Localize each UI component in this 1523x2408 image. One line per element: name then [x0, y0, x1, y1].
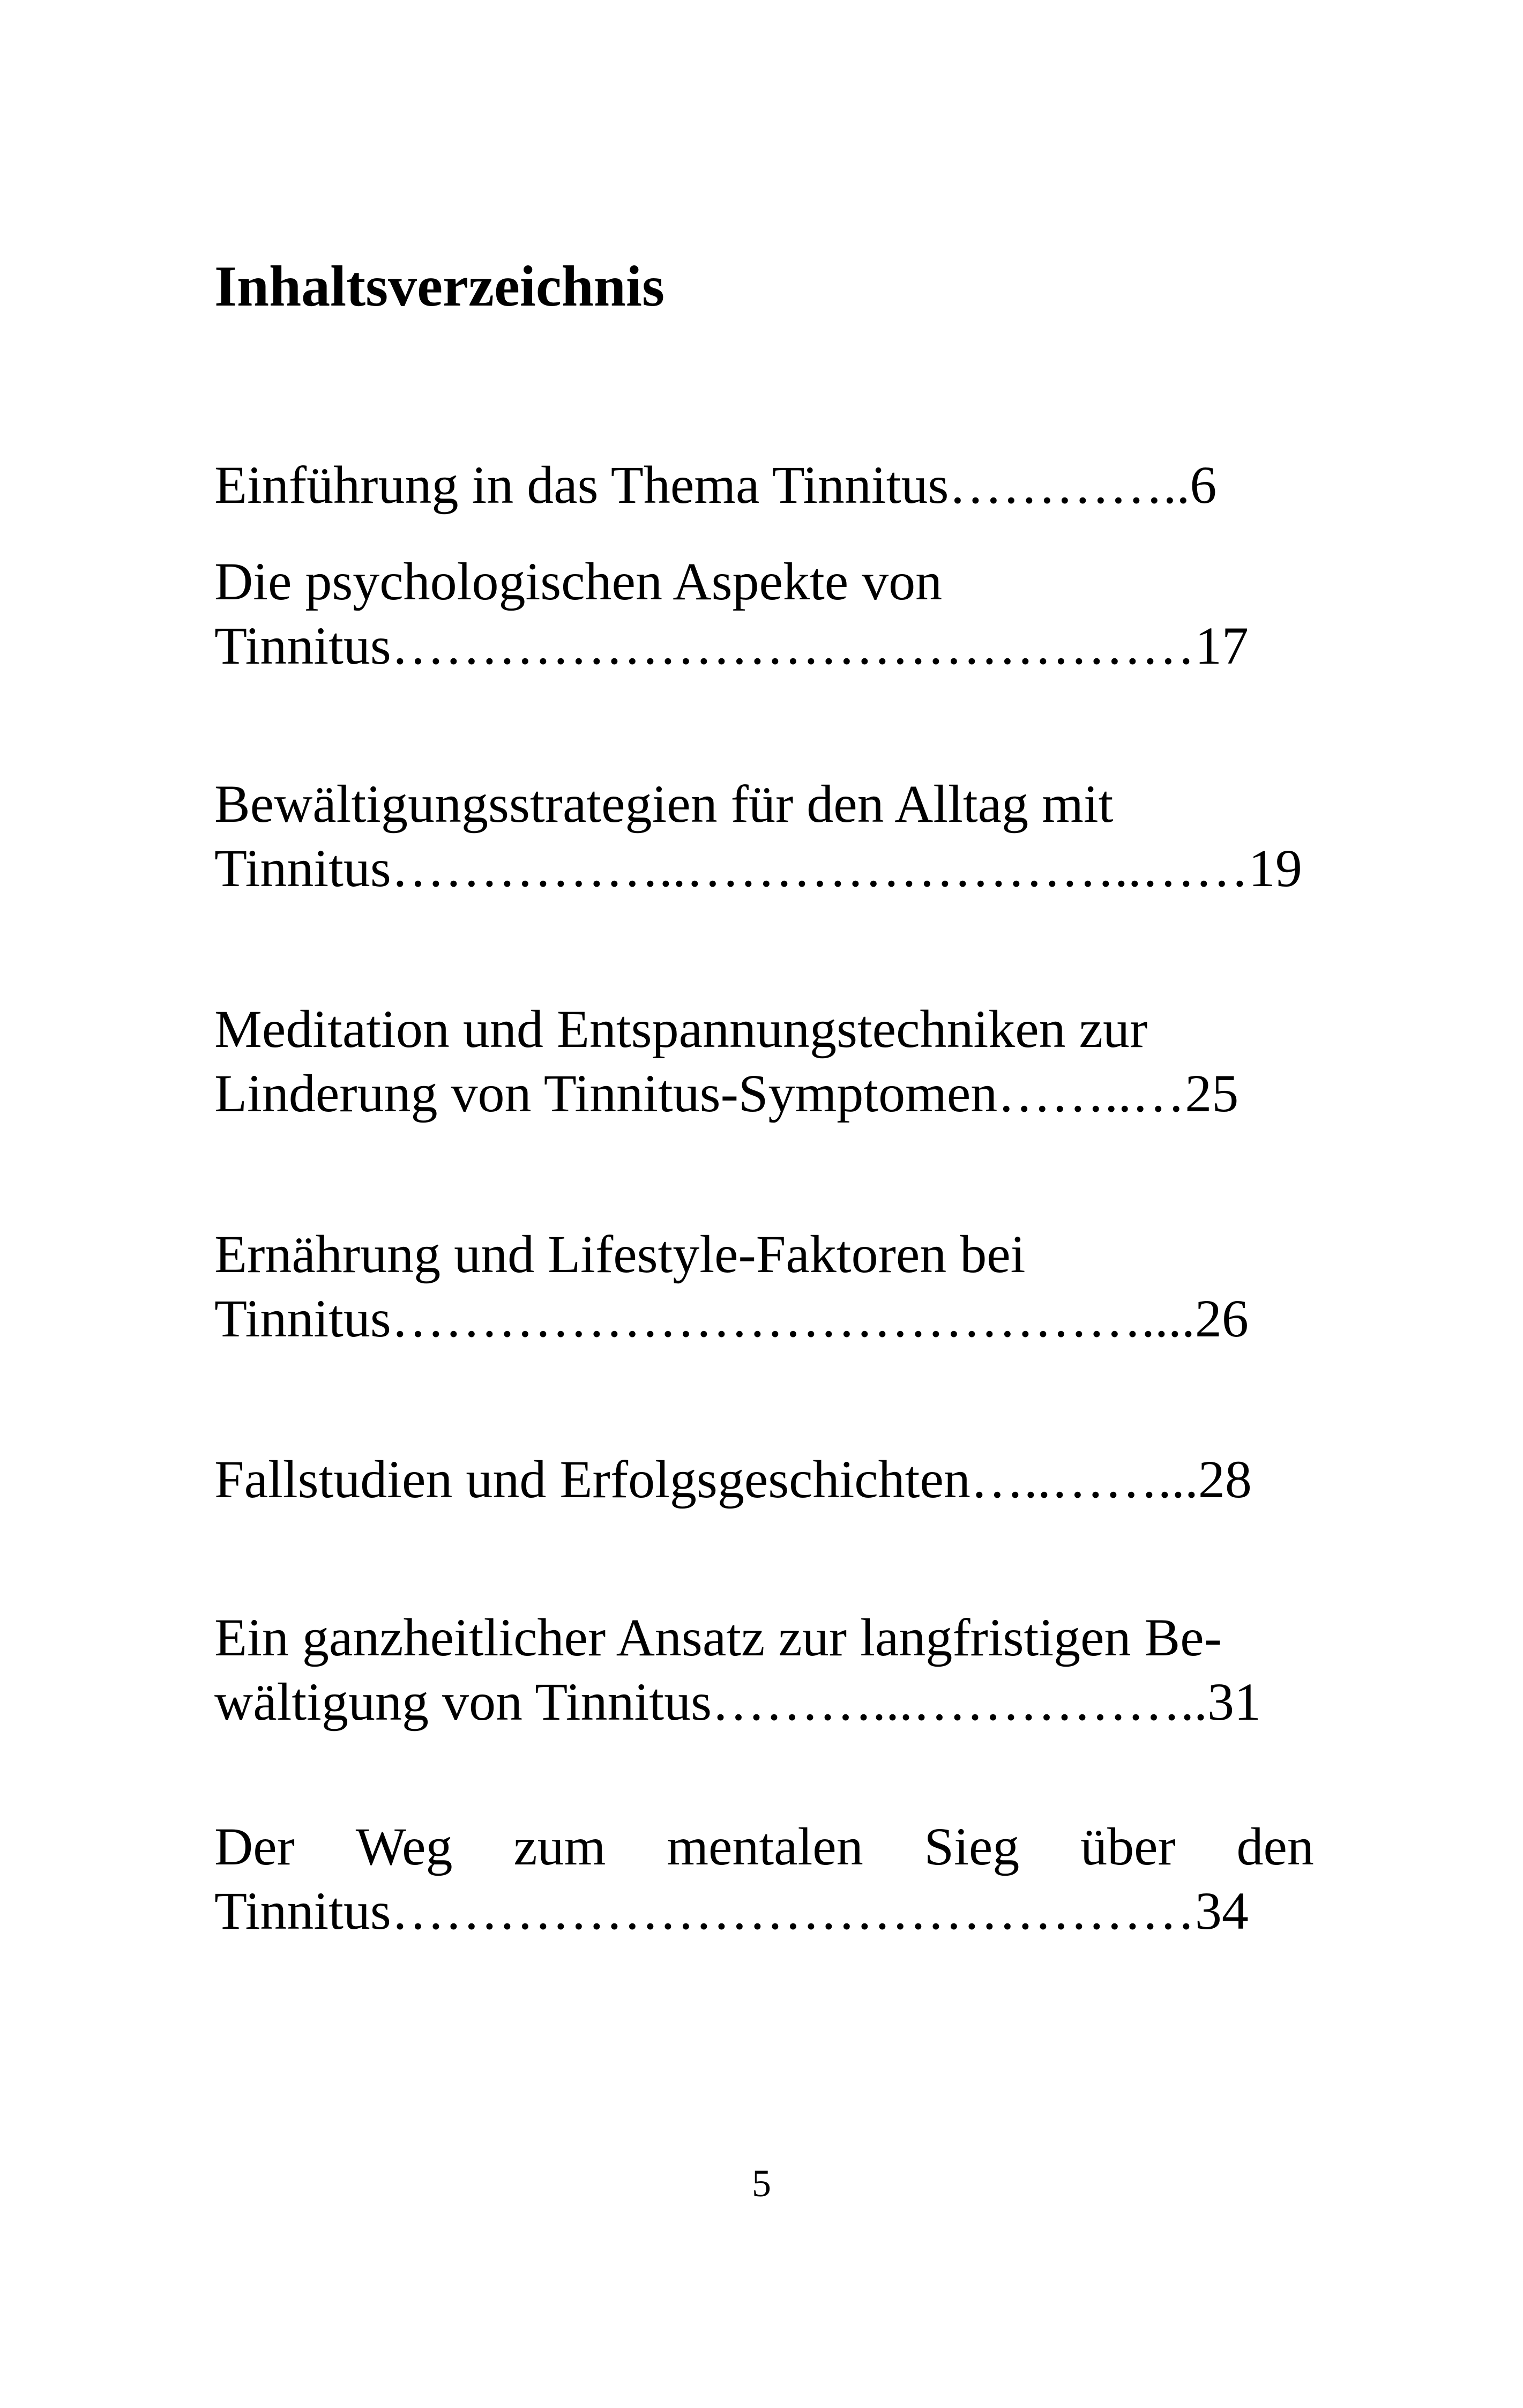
toc-entry-8-word: Weg [355, 1817, 453, 1876]
toc-entry-6-line-1: Fallstudien und Erfolgsgeschichten…..……...28 [214, 1450, 1252, 1509]
toc-entry-3-line-1: Bewältigungsstrategien für den Alltag mit [214, 774, 1114, 834]
toc-entry-8-word: den [1236, 1817, 1314, 1876]
toc-entry-2-line-1: Die psychologischen Aspekte von [214, 552, 943, 611]
toc-entry-7-line-1: Ein ganzheitlicher Ansatz zur langfristigen Be- [214, 1608, 1222, 1667]
toc-entry-8-word: über [1080, 1817, 1176, 1876]
toc-entry-4-line-1: Meditation und Entspannungstechniken zur [214, 999, 1148, 1059]
toc-entry-8-word: Der [214, 1817, 295, 1876]
toc-entry-8-word: zum [513, 1817, 606, 1876]
toc-entry-5-line-1: Ernährung und Lifestyle-Faktoren bei [214, 1224, 1026, 1284]
toc-entry-8-line-1 [214, 1815, 1314, 1879]
toc-entry-4-line-2: Linderung von Tinnitus-Symptomen……..…25 [214, 1064, 1239, 1123]
toc-entry-8-word: mentalen [667, 1817, 863, 1876]
toc-entry-8-word: Sieg [924, 1817, 1020, 1876]
toc-entry-2-line-2: Tinnitus………………………………………17 [214, 616, 1249, 675]
toc-entry-1-line-1: Einführung in das Thema Tinnitus…………..6 [214, 455, 1217, 515]
page-number: 5 [752, 2162, 771, 2205]
toc-entry-5-line-2: Tinnitus……………………………………....26 [214, 1289, 1249, 1348]
toc-entry-3-line-2: Tinnitus……………..……………………..……19 [214, 838, 1302, 898]
toc-entry-7-line-2: wältigung von Tinnitus………...……………..31 [214, 1672, 1261, 1731]
toc-heading: Inhaltsverzeichnis [214, 255, 665, 318]
toc-entry-8-line-2: Tinnitus………………………………………34 [214, 1881, 1249, 1941]
